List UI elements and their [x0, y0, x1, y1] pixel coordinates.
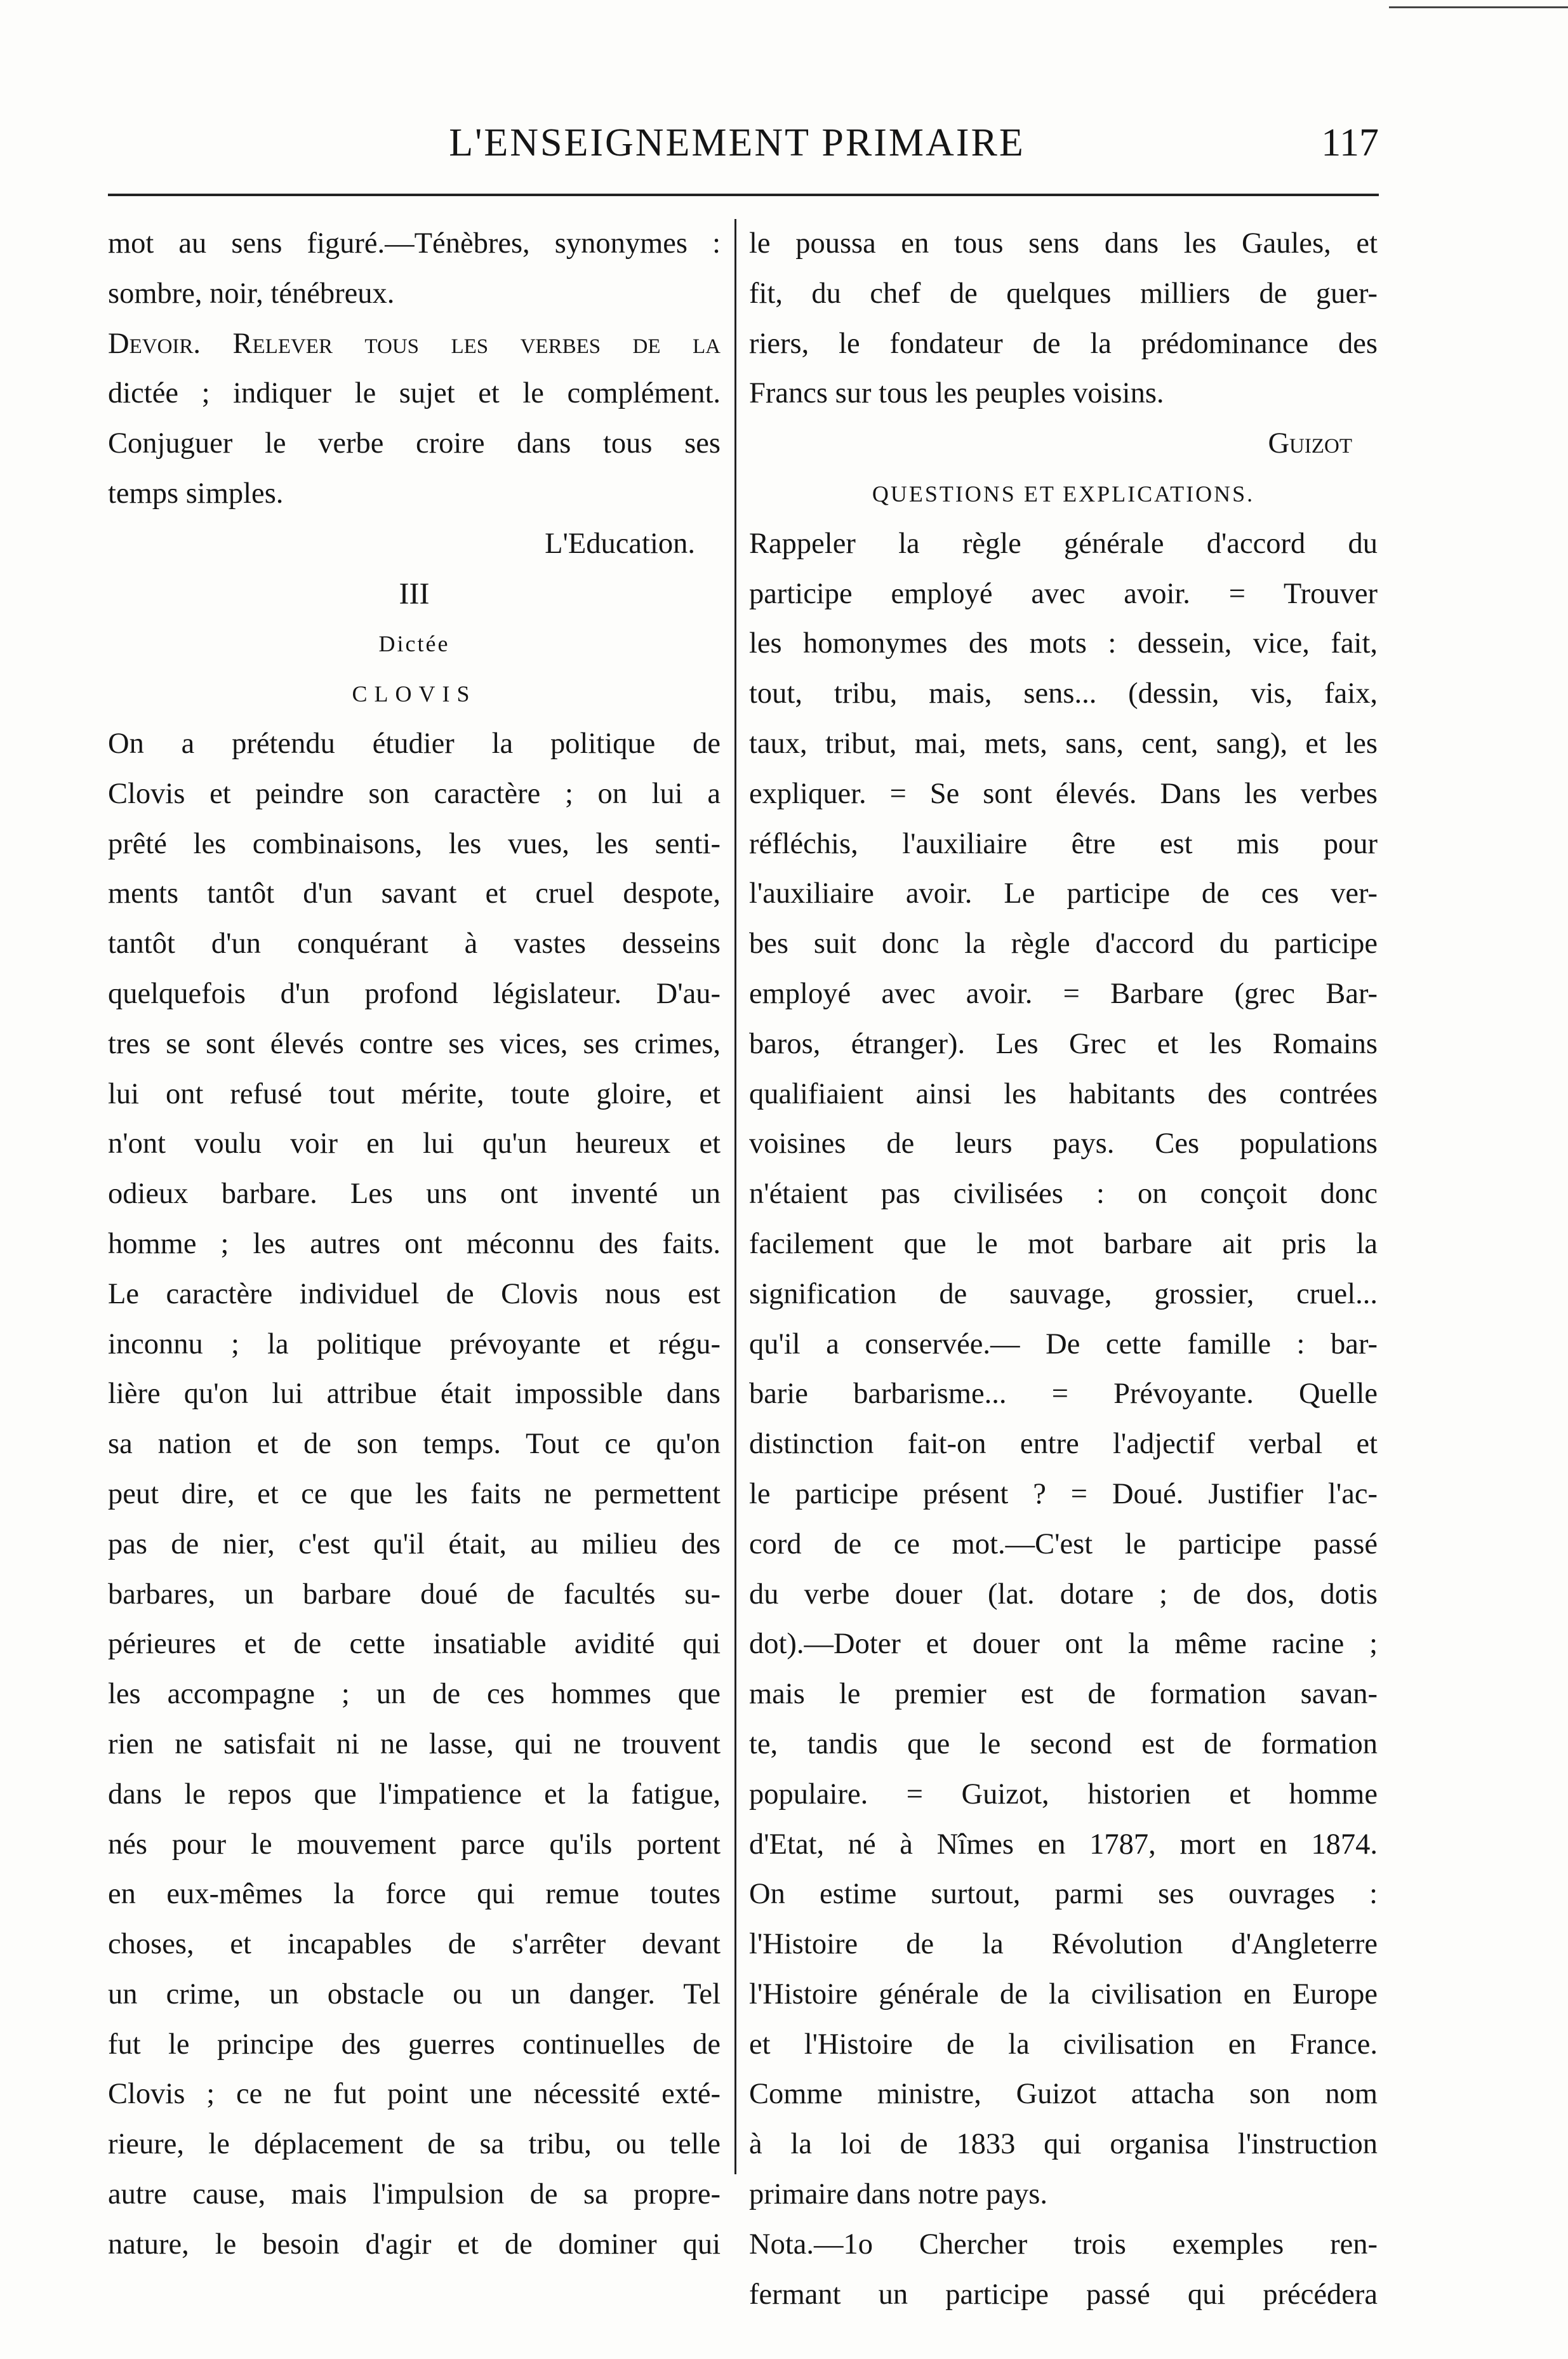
text-line: choses, et incapables de s'arrêter devant [108, 1928, 721, 1961]
text-line: L'Education. [545, 527, 695, 560]
text-line: III [399, 576, 430, 611]
text-line: Francs sur tous les peuples voisins. [749, 377, 1164, 410]
text-line: fermant un participe passé qui précédera [749, 2278, 1378, 2311]
page-header [95, 121, 1379, 178]
header-rule [108, 194, 1379, 196]
text-line: Guizot [1268, 427, 1352, 460]
text-line: dot).—Doter et douer ont la même racine ; [749, 1628, 1378, 1661]
text-line: tres se sont élevés contre ses vices, ses crimes, [108, 1027, 721, 1060]
text-line: lière qu'on lui attribue était impossible dans [108, 1378, 721, 1411]
text-line: le participe présent ? = Doué. Justifier l'ac- [749, 1477, 1378, 1510]
text-line: n'ont voulu voir en lui qu'un heureux et [108, 1127, 721, 1160]
text-line: Dictée [378, 631, 450, 657]
text-line: qu'il a conservée.— De cette famille : bar- [749, 1327, 1378, 1360]
text-line: Comme ministre, Guizot attacha son nom [749, 2078, 1378, 2111]
text-line: un crime, un obstacle ou un danger. Tel [108, 1977, 721, 2010]
text-line: lui ont refusé tout mérite, toute gloire, et [108, 1077, 721, 1110]
text-line: dictée ; indiquer le sujet et le complément. [108, 377, 721, 410]
text-line: mot au sens figuré.—Ténèbres, synonymes : [108, 227, 721, 260]
text-line: pas de nier, c'est qu'il était, au milieu des [108, 1527, 721, 1560]
text-line: sa nation et de son temps. Tout ce qu'on [108, 1428, 721, 1461]
text-line: autre cause, mais l'impulsion de sa propre- [108, 2178, 721, 2211]
text-line: ments tantôt d'un savant et cruel despote, [108, 877, 721, 910]
text-line: fit, du chef de quelques milliers de guer- [749, 277, 1378, 310]
text-line: homme ; les autres ont méconnu des faits. [108, 1227, 721, 1260]
text-line: On estime surtout, parmi ses ouvrages : [749, 1878, 1378, 1911]
text-line: Clovis et peindre son caractère ; on lui a [108, 777, 721, 810]
text-line: facilement que le mot barbare ait pris la [749, 1227, 1378, 1260]
text-line: n'étaient pas civilisées : on conçoit donc [749, 1178, 1378, 1211]
text-line: fut le principe des guerres continuelles de [108, 2028, 721, 2061]
text-line: voisines de leurs pays. Ces populations [749, 1127, 1378, 1160]
text-line: rieure, le déplacement de sa tribu, ou telle [108, 2128, 721, 2161]
text-line: QUESTIONS ET EXPLICATIONS. [872, 481, 1255, 507]
text-line: odieux barbare. Les uns ont inventé un [108, 1178, 721, 1211]
text-line: tout, tribu, mais, sens... (dessin, vis, faix, [749, 677, 1378, 710]
corner-rule [1389, 6, 1568, 8]
text-line: distinction fait-on entre l'adjectif verbal et [749, 1428, 1378, 1461]
text-line: en eux-mêmes la force qui remue toutes [108, 1878, 721, 1911]
text-line: expliquer. = Se sont élevés. Dans les verbes [749, 777, 1378, 810]
text-line: à la loi de 1833 qui organisa l'instruction [749, 2128, 1378, 2161]
text-line: l'auxiliaire avoir. Le participe de ces ver- [749, 877, 1378, 910]
text-line: On a prétendu étudier la politique de [108, 727, 721, 760]
text-line: Devoir. Relever tous les verbes de la [108, 327, 721, 360]
text-line: les accompagne ; un de ces hommes que [108, 1678, 721, 1711]
text-line: baros, étranger). Les Grec et les Romains [749, 1027, 1378, 1060]
text-line: employé avec avoir. = Barbare (grec Bar- [749, 977, 1378, 1010]
text-line: taux, tribut, mai, mets, sans, cent, sang), et les [749, 727, 1378, 760]
text-line: et l'Histoire de la civilisation en France. [749, 2028, 1378, 2061]
text-line: cord de ce mot.—C'est le participe passé [749, 1527, 1378, 1560]
text-line: te, tandis que le second est de formation [749, 1727, 1378, 1760]
column-divider [734, 219, 736, 2174]
text-line: du verbe douer (lat. dotare ; de dos, dotis [749, 1578, 1378, 1611]
text-line: Le caractère individuel de Clovis nous est [108, 1277, 721, 1310]
text-line: bes suit donc la règle d'accord du participe [749, 927, 1378, 960]
text-line: réfléchis, l'auxiliaire être est mis pour [749, 827, 1378, 860]
text-line: nés pour le mouvement parce qu'ils portent [108, 1828, 721, 1861]
text-line: inconnu ; la politique prévoyante et régu- [108, 1327, 721, 1360]
text-line: l'Histoire générale de la civilisation en Europe [749, 1977, 1378, 2010]
text-line: dans le repos que l'impatience et la fatigue, [108, 1778, 721, 1811]
page-number: 117 [1321, 121, 1379, 164]
text-line: peut dire, et ce que les faits ne permettent [108, 1477, 721, 1510]
text-line: l'Histoire de la Révolution d'Angleterre [749, 1928, 1378, 1961]
text-line: nature, le besoin d'agir et de dominer qui [108, 2228, 721, 2261]
text-line: populaire. = Guizot, historien et homme [749, 1778, 1378, 1811]
text-line: prêté les combinaisons, les vues, les senti- [108, 827, 721, 860]
left-column [108, 219, 721, 2270]
text-line: qualifiaient ainsi les habitants des contrées [749, 1077, 1378, 1110]
text-line: temps simples. [108, 477, 284, 510]
text-line: Clovis ; ce ne fut point une nécessité exté- [108, 2078, 721, 2111]
text-line: périeures et de cette insatiable avidité qui [108, 1628, 721, 1661]
text-line: primaire dans notre pays. [749, 2178, 1048, 2211]
text-line: tantôt d'un conquérant à vastes desseins [108, 927, 721, 960]
text-line: sombre, noir, ténébreux. [108, 277, 395, 310]
text-line: riers, le fondateur de la prédominance des [749, 327, 1378, 360]
text-line: Rappeler la règle générale d'accord du [749, 527, 1378, 560]
text-line: barbares, un barbare doué de facultés su- [108, 1578, 721, 1611]
text-line: mais le premier est de formation savan- [749, 1678, 1378, 1711]
text-line: CLOVIS [352, 681, 477, 707]
running-title: L'ENSEIGNEMENT PRIMAIRE [449, 121, 1025, 164]
right-column [749, 219, 1378, 2320]
text-line: le poussa en tous sens dans les Gaules, et [749, 227, 1378, 260]
text-line: barie barbarisme... = Prévoyante. Quelle [749, 1378, 1378, 1411]
text-line: les homonymes des mots : dessein, vice, fait, [749, 627, 1378, 660]
text-line: Conjuguer le verbe croire dans tous ses [108, 427, 721, 460]
text-line: d'Etat, né à Nîmes en 1787, mort en 1874. [749, 1828, 1378, 1861]
text-line: participe employé avec avoir. = Trouver [749, 577, 1378, 610]
text-line: Nota.—1o Chercher trois exemples ren- [749, 2228, 1378, 2261]
text-line: quelquefois d'un profond législateur. D'au- [108, 977, 721, 1010]
text-line: signification de sauvage, grossier, cruel... [749, 1277, 1378, 1310]
text-line: rien ne satisfait ni ne lasse, qui ne trouvent [108, 1727, 721, 1760]
